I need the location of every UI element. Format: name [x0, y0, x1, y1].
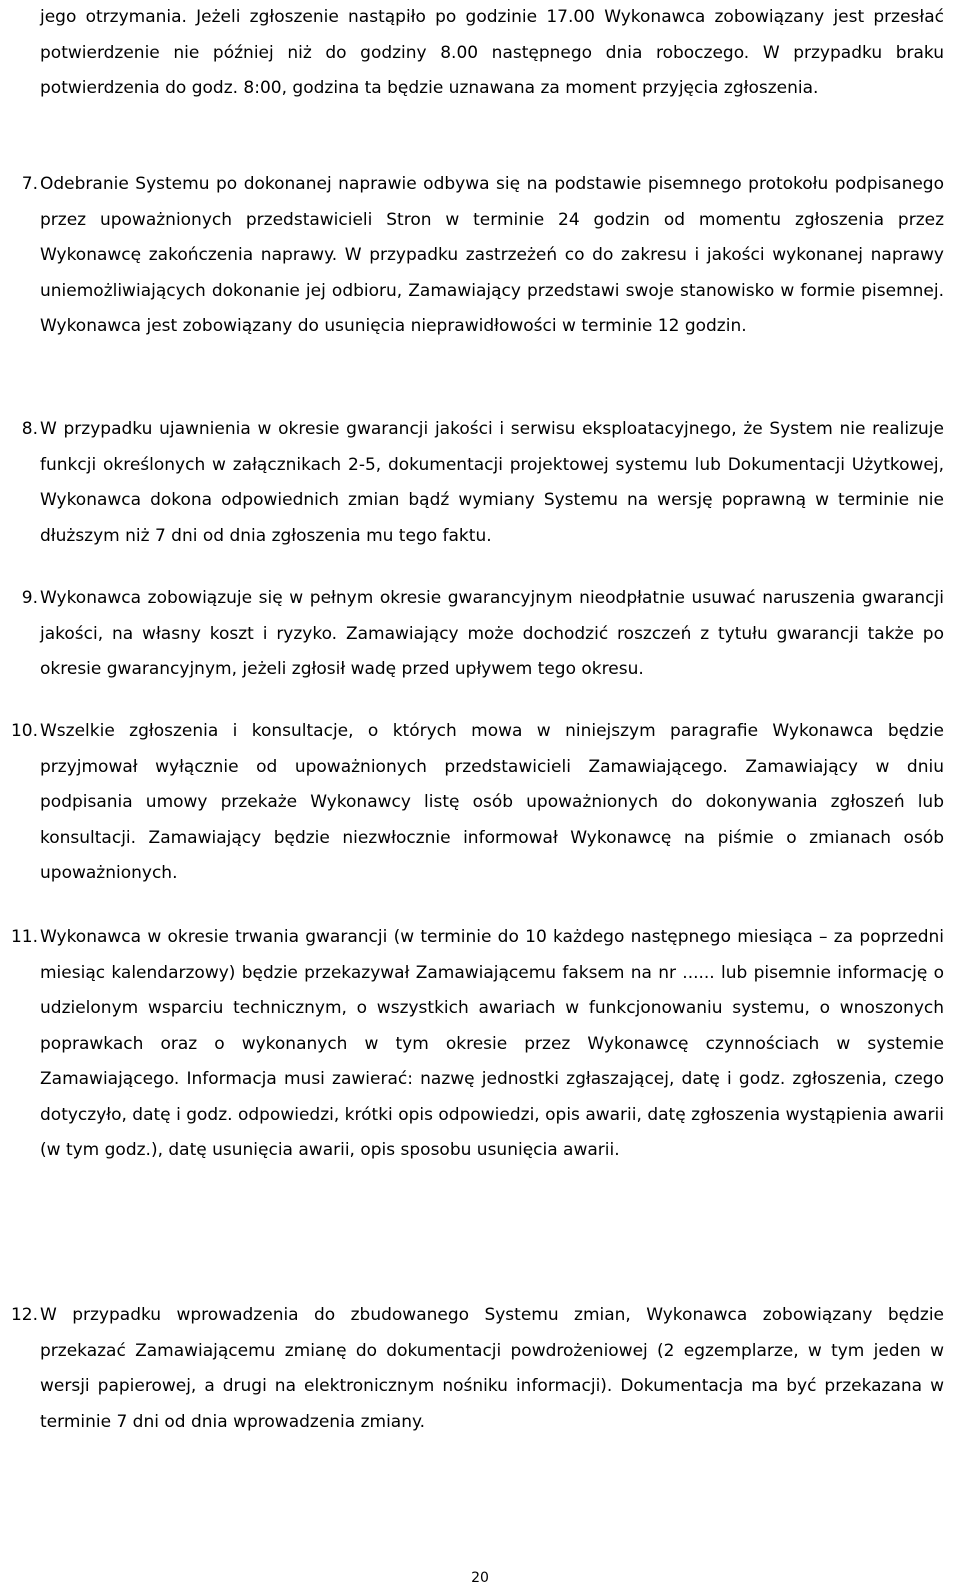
list-item-number: 8. — [21, 419, 38, 439]
list-item-text: Odebranie Systemu po dokonanej naprawie odbywa się na podstawie pisemnego protokołu podpisanego przez upoważnionych przedstawicieli Stron w terminie 24 godzin od momentu zgłoszenia przez Wykonawcę zakończenia naprawy. W przypadku zastrzeżeń co do zakresu i jakości wykonanej naprawy uniemożliwiających dokonanie jej odbioru, Zamawiający przedstawi swoje stanowisko w formie pisemnej. Wykonawca jest zobowiązany do usunięcia nieprawidłowości w terminie 12 godzin. — [40, 174, 944, 336]
list-item-number: 11. — [10, 927, 38, 947]
list-item-number: 7. — [21, 174, 38, 194]
list-item-number: 9. — [21, 588, 38, 608]
list-item-text: Wykonawca w okresie trwania gwarancji (w terminie do 10 każdego następnego miesiąca – za poprzedni miesiąc kalendarzowy) będzie przekazywał Zamawiającemu faksem na nr ...... lub pisemnie informację o udzielonym wsparciu technicznym, o wszystkich awariach w funkcjonowaniu systemu, o wnoszonych poprawkach oraz o wykonanych w tym okresie przez Wykonawcę czynnościach w systemie Zamawiającego. Informacja musi zawierać: nazwę jednostki zgłaszającej, datę i godz. zgłoszenia, czego dotyczyło, datę i godz. odpowiedzi, krótki opis odpowiedzi, opis awarii, datę zgłoszenia wystąpienia awarii (w tym godz.), datę usunięcia awarii, opis sposobu usunięcia awarii. — [40, 927, 944, 1160]
list-item-text: W przypadku wprowadzenia do zbudowanego Systemu zmian, Wykonawca zobowiązany będzie przekazać Zamawiającemu zmianę do dokumentacji powdrożeniowej (2 egzemplarze, w tym jeden w wersji papierowej, a drugi na elektronicznym nośniku informacji). Dokumentacja ma być przekazana w terminie 7 dni od dnia wprowadzenia zmiany. — [40, 1305, 944, 1432]
list-item-text: Wykonawca zobowiązuje się w pełnym okresie gwarancyjnym nieodpłatnie usuwać naruszenia gwarancji jakości, na własny koszt i ryzyko. Zamawiający może dochodzić roszczeń z tytułu gwarancji także po okresie gwarancyjnym, jeżeli zgłosił wadę przed upływem tego okresu. — [40, 588, 944, 679]
list-item-number: 12. — [10, 1305, 38, 1325]
list-item-text: W przypadku ujawnienia w okresie gwarancji jakości i serwisu eksploatacyjnego, że System nie realizuje funkcji określonych w załącznikach 2-5, dokumentacji projektowej systemu lub Dokumentacji Użytkowej, Wykonawca dokona odpowiednich zmian bądź wymiany Systemu na wersję poprawną w terminie nie dłuższym niż 7 dni od dnia zgłoszenia mu tego faktu. — [40, 419, 944, 546]
list-item-text: Wszelkie zgłoszenia i konsultacje, o których mowa w niniejszym paragrafie Wykonawca będzie przyjmował wyłącznie od upoważnionych przedstawicieli Zamawiającego. Zamawiający w dniu podpisania umowy przekaże Wykonawcy listę osób upoważnionych do dokonywania zgłoszeń lub konsultacji. Zamawiający będzie niezwłocznie informował Wykonawcę na piśmie o zmianach osób upoważnionych. — [40, 721, 944, 883]
list-item-number: 10. — [10, 721, 38, 741]
intro-paragraph: jego otrzymania. Jeżeli zgłoszenie nastąpiło po godzinie 17.00 Wykonawca zobowiązany jest przesłać potwierdzenie nie później niż do godziny 8.00 następnego dnia roboczego. W przypadku braku potwierdzenia do godz. 8:00, godzina ta będzie uznawana za moment przyjęcia zgłoszenia. — [40, 7, 944, 98]
page-number: 20 — [471, 1570, 489, 1586]
